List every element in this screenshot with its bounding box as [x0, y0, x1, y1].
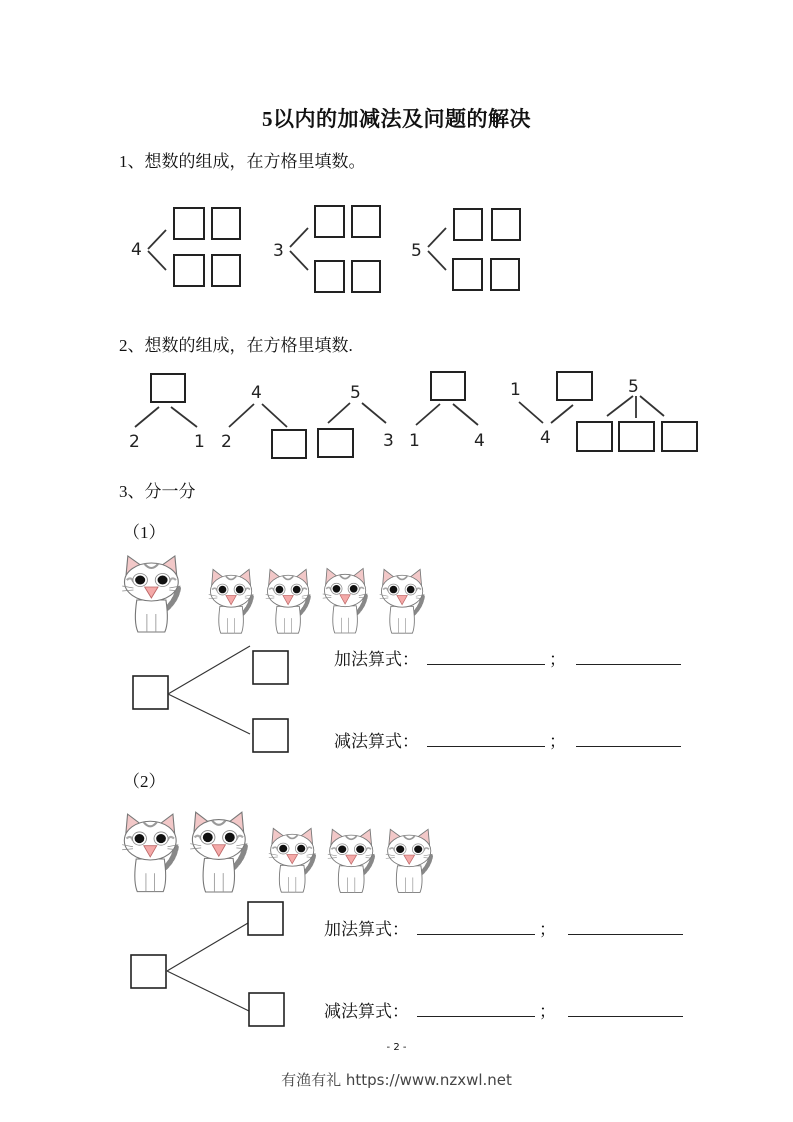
page-number: - 2 - [386, 1042, 407, 1053]
answer-box[interactable] [492, 209, 520, 240]
cat-icon [380, 569, 425, 633]
addition-answer-2[interactable] [576, 648, 681, 665]
part-box[interactable] [249, 993, 284, 1026]
q3-part2-label: （2） [123, 772, 166, 791]
q2-tree-6 [577, 377, 697, 451]
cat-icon [122, 814, 178, 892]
addition-answer-1[interactable] [417, 918, 535, 935]
answer-box[interactable] [212, 255, 240, 286]
q2-tree-2 [221, 383, 306, 458]
q3-part2-tree [131, 902, 284, 1026]
q3-part1-tree [133, 646, 288, 752]
answer-box[interactable] [212, 208, 240, 239]
separator: ； [539, 920, 556, 939]
q2-tree-4 [409, 372, 485, 451]
q3-part1-label: （1） [123, 523, 166, 542]
q3-part1-cats [122, 556, 424, 633]
svg-text:4: 4 [474, 431, 485, 451]
cat-icon [190, 812, 247, 892]
addition-label: 加法算式： [334, 650, 419, 669]
subtraction-answer-1[interactable] [417, 1000, 535, 1017]
part-box[interactable] [253, 651, 288, 684]
total-box[interactable] [133, 676, 168, 709]
page-title: 5以内的加减法及问题的解决 [262, 107, 531, 131]
svg-text:2: 2 [129, 432, 140, 452]
q1-number: 3 [273, 241, 284, 261]
subtraction-label: 减法算式： [334, 732, 419, 751]
subtraction-label: 减法算式： [324, 1002, 409, 1021]
subtraction-answer-2[interactable] [576, 730, 681, 747]
q1-number: 5 [411, 241, 422, 261]
footer-watermark: 有渔有礼 https://www.nzxwl.net [281, 1071, 512, 1089]
part-box[interactable] [248, 902, 283, 935]
svg-text:1: 1 [409, 431, 420, 451]
part-box[interactable] [253, 719, 288, 752]
answer-box[interactable] [174, 255, 204, 286]
svg-text:2: 2 [221, 432, 232, 452]
subtraction-answer-1[interactable] [427, 730, 545, 747]
separator: ； [549, 732, 566, 751]
addition-label: 加法算式： [324, 920, 409, 939]
addition-answer-2[interactable] [568, 918, 683, 935]
cat-icon [269, 828, 316, 892]
cat-icon [209, 569, 254, 633]
answer-box[interactable] [151, 374, 185, 402]
answer-box[interactable] [453, 259, 482, 290]
total-box[interactable] [131, 955, 166, 988]
svg-text:5: 5 [350, 383, 361, 403]
answer-box[interactable] [315, 261, 344, 292]
q1-number: 4 [131, 240, 142, 260]
cat-icon [328, 829, 375, 892]
answer-box[interactable] [272, 430, 306, 458]
cat-icon [323, 568, 368, 633]
separator: ； [539, 1002, 556, 1021]
svg-text:4: 4 [251, 383, 262, 403]
q3-part1-subtraction [334, 727, 681, 752]
question-2-label: 2、想数的组成，在方格里填数. [119, 336, 353, 355]
addition-answer-1[interactable] [427, 648, 545, 665]
answer-box[interactable] [315, 206, 344, 237]
answer-box[interactable] [318, 429, 353, 457]
svg-text:1: 1 [194, 432, 205, 452]
q1-item-5 [411, 209, 520, 290]
question-1-label: 1、想数的组成，在方格里填数。 [119, 152, 366, 171]
cat-icon [266, 569, 311, 633]
answer-box[interactable] [352, 261, 380, 292]
q2-tree-3 [318, 383, 394, 457]
answer-box[interactable] [491, 259, 519, 290]
svg-text:1: 1 [510, 380, 521, 400]
answer-box[interactable] [431, 372, 465, 400]
answer-box[interactable] [619, 422, 654, 451]
answer-box[interactable] [577, 422, 612, 451]
svg-text:4: 4 [540, 428, 551, 448]
svg-text:5: 5 [628, 377, 639, 397]
cat-icon [122, 556, 180, 632]
q1-item-4 [131, 208, 240, 286]
q3-part1-addition [334, 645, 681, 670]
subtraction-answer-2[interactable] [568, 1000, 683, 1017]
answer-box[interactable] [352, 206, 380, 237]
answer-box[interactable] [557, 372, 592, 400]
q2-tree-1 [129, 374, 205, 452]
question-3-label: 3、分一分 [119, 482, 196, 501]
q3-part2-addition [324, 915, 683, 940]
answer-box[interactable] [174, 208, 204, 239]
answer-box[interactable] [454, 209, 482, 240]
q3-part2-cats [122, 812, 432, 892]
separator: ； [549, 650, 566, 669]
cat-icon [386, 829, 433, 892]
answer-box[interactable] [662, 422, 697, 451]
q3-part2-subtraction [324, 997, 683, 1022]
svg-text:3: 3 [383, 431, 394, 451]
q1-item-3 [273, 206, 380, 292]
